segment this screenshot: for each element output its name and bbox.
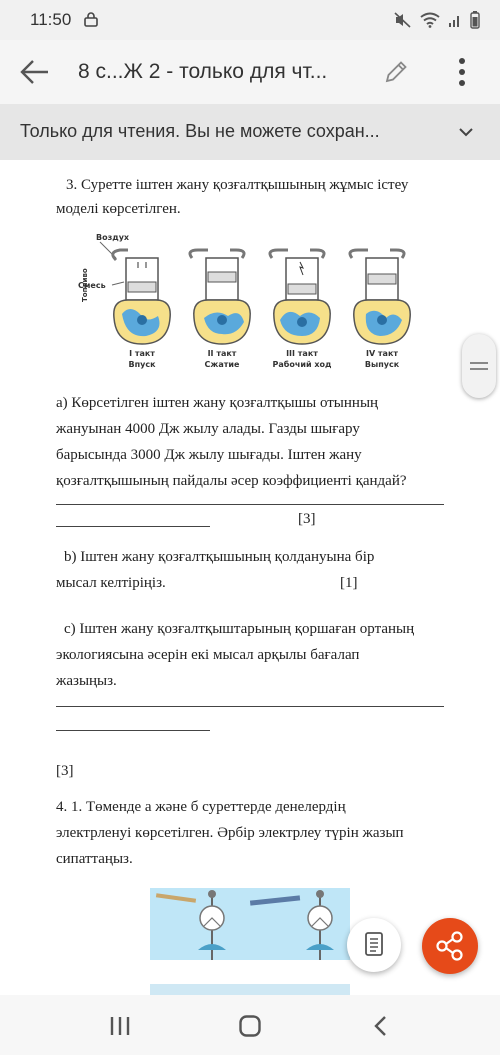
stroke-2-name: Сжатие [204,360,240,369]
stroke-3-name: Рабочий ход [272,360,332,369]
air-label: Воздух [96,233,130,242]
stroke-4-number: IV такт [365,349,399,358]
q3-text-line2: моделі көрсетілген. [56,201,181,217]
stroke-1-name: Впуск [128,360,156,369]
stroke-1-number: I такт [129,349,155,358]
status-time: 11:50 [30,10,72,29]
engine-stroke-1 [113,250,170,344]
mute-icon [394,12,412,28]
qc-line1: c) Іштен жану қозғалтқыштарының қоршаған ортаның [64,621,415,637]
stroke-3-number: III такт [286,349,318,358]
qa-line2: жануынан 4000 Дж жылу алады. Газды шығару [56,421,360,437]
chevron-down-icon[interactable] [458,126,474,138]
more-options-icon[interactable] [452,56,472,88]
qb-line2: мысал келтіріңіз. [56,575,166,591]
status-bar [0,0,500,40]
drag-handle-icon [462,334,496,398]
home-icon[interactable] [238,1014,262,1038]
document-view-button[interactable] [347,918,401,972]
system-icons [394,11,480,29]
engine-strokes-figure [78,230,418,370]
battery-icon [470,11,480,29]
banner-text: Только для чтения. Вы не можете сохран... [20,121,380,141]
q3-text-line1: 3. Суретте іштен жану қозғалтқышының жұмыс істеу [66,177,409,193]
qa-marks: [3] [298,511,316,527]
q4-line2: электрленуі көрсетілген. Әрбір электрлеу түрін жазып [56,825,404,841]
stroke-4-name: Выпуск [364,360,400,369]
q4-line1: 4. 1. Төменде а және б суреттерде денелердің [56,799,346,815]
share-icon [422,918,478,974]
qb-line1: b) Іштен жану қозғалтқышының қолдануына бір [64,549,375,565]
edit-pencil-icon[interactable] [382,58,410,86]
answer-line [56,526,210,527]
stroke-2-number: II такт [207,349,237,358]
engine-stroke-2 [190,250,250,344]
document-title: 8 с...Ж 2 - только для чт... [78,60,328,83]
q4-line3: сипаттаңыз. [56,851,133,867]
engine-stroke-4 [350,250,410,344]
wifi-icon [420,12,440,28]
document-icon [347,918,401,972]
qa-line3: барысында 3000 Дж жылу шығады. Іштен жану [56,447,362,463]
qc-line3: жазыңыз. [56,673,117,689]
system-nav-bar [0,995,500,1055]
signal-icon [448,12,462,28]
answer-line [56,504,444,505]
app-bar [0,40,500,104]
qc-marks: [3] [56,763,74,779]
answer-line [56,706,444,707]
scroll-thumb[interactable] [462,334,496,398]
qa-line1: а) Көрсетілген іштен жану қозғалтқышы отынның [56,395,379,411]
share-button[interactable] [422,918,478,974]
mixture-label: Смесь [78,281,106,290]
lock-icon [84,11,98,27]
answer-line [56,730,210,731]
back-nav-icon[interactable] [372,1014,390,1038]
qc-line2: экологиясына әсерін екі мысал арқылы бағалап [56,647,360,663]
recent-apps-icon[interactable] [108,1015,132,1037]
electrification-figure [150,888,350,995]
back-arrow-icon[interactable] [18,58,50,86]
fuel-label: Топливо [81,268,89,302]
qa-line4: қозғалтқышының пайдалы әсер коэффициенті қандай? [56,473,407,489]
document-page [0,160,500,995]
engine-stroke-3 [270,250,330,344]
qb-marks: [1] [340,575,358,591]
read-only-banner[interactable] [0,104,500,160]
